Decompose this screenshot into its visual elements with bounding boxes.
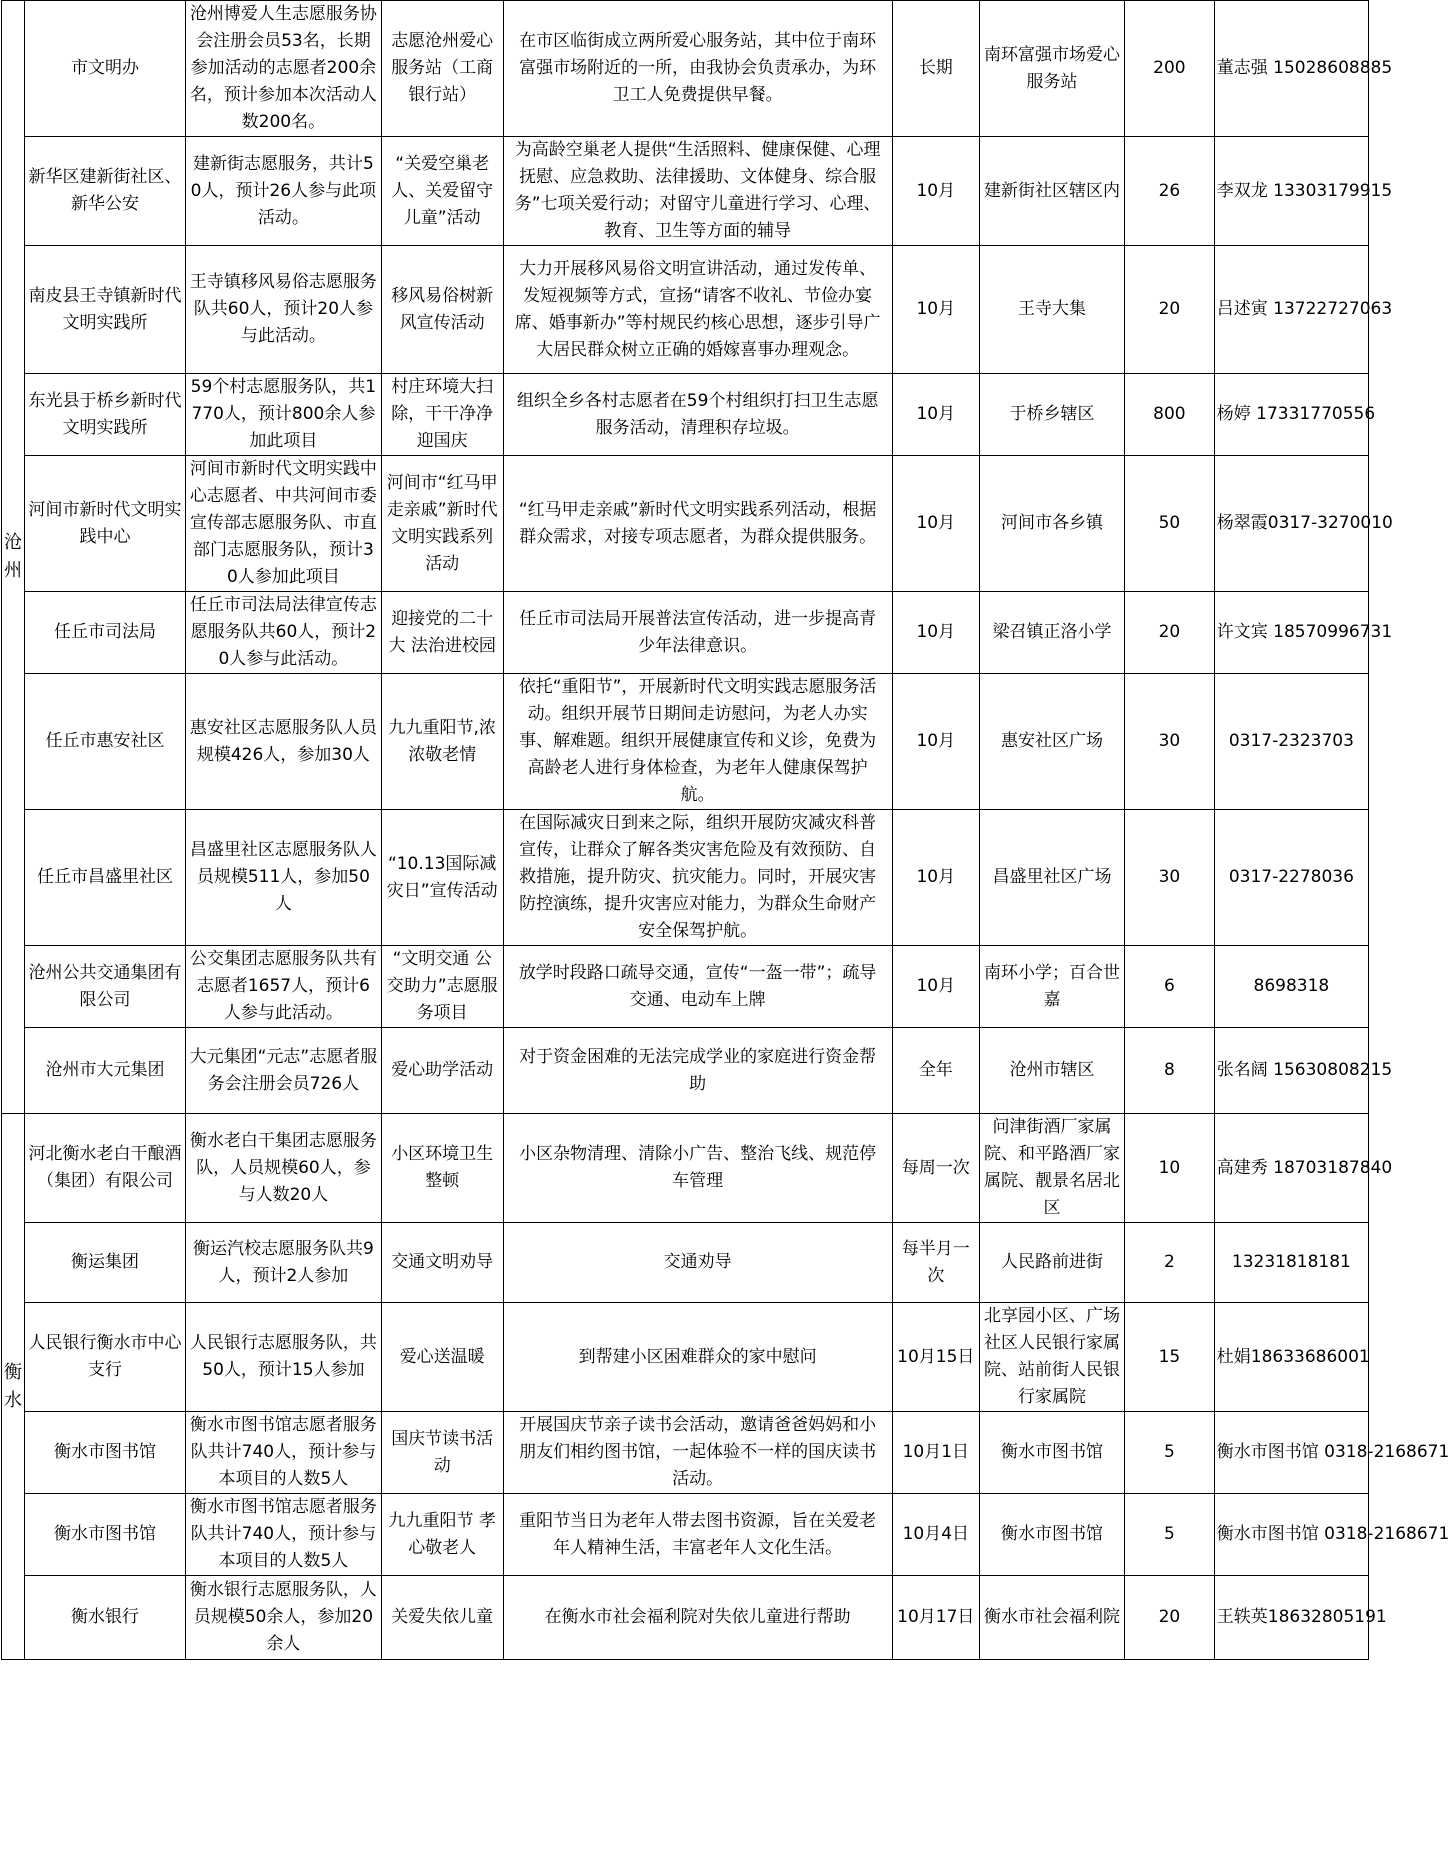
cell-project: 河间市“红马甲走亲戚”新时代文明实践系列活动	[381, 456, 503, 592]
cell-count: 6	[1125, 946, 1215, 1028]
cell-place: 河间市各乡镇	[980, 456, 1125, 592]
cell-place: 衡水市图书馆	[980, 1412, 1125, 1494]
table-body	[2, 1, 1449, 1660]
table-row	[2, 1412, 1369, 1494]
cell-contact: 董志强 15028608885	[1214, 1, 1368, 137]
cell-contact: 李双龙 13303179915	[1214, 137, 1368, 246]
cell-contact: 0317-2278036	[1214, 810, 1368, 946]
cell-team: 建新街志愿服务，共计50人，预计26人参与此项活动。	[186, 137, 382, 246]
cell-unit: 沧州市大元集团	[25, 1028, 186, 1114]
cell-place: 人民路前进街	[980, 1223, 1125, 1303]
cell-contact: 衡水市图书馆 0318-2168671	[1214, 1494, 1368, 1576]
cell-unit: 任丘市司法局	[25, 592, 186, 674]
cell-content: 为高龄空巢老人提供“生活照料、健康保健、心理抚慰、应急救助、法律援助、文体健身、综合服务”七项关爱行动；对留守儿童进行学习、心理、教育、卫生等方面的辅导	[503, 137, 892, 246]
cell-place: 建新街社区辖区内	[980, 137, 1125, 246]
table-row	[2, 137, 1369, 246]
cell-content: 放学时段路口疏导交通，宣传“一盔一带”；疏导交通、电动车上牌	[503, 946, 892, 1028]
cell-content: 依托“重阳节”，开展新时代文明实践志愿服务活动。组织开展节日期间走访慰问，为老人办实事、解难题。组织开展健康宣传和义诊，免费为高龄老人进行身体检查，为老年人健康保驾护航。	[503, 674, 892, 810]
table-row	[2, 810, 1369, 946]
cell-team: 河间市新时代文明实践中心志愿者、中共河间市委宣传部志愿服务队、市直部门志愿服务队，预计30人参加此项目	[186, 456, 382, 592]
cell-unit: 衡水银行	[25, 1576, 186, 1660]
cell-contact: 许文宾 18570996731	[1214, 592, 1368, 674]
cell-time: 10月15日	[892, 1303, 979, 1412]
cell-contact: 8698318	[1214, 946, 1368, 1028]
cell-contact: 衡水市图书馆 0318-2168671	[1214, 1412, 1368, 1494]
cell-unit: 衡运集团	[25, 1223, 186, 1303]
cell-time: 10月17日	[892, 1576, 979, 1660]
cell-team: 衡运汽校志愿服务队共9人，预计2人参加	[186, 1223, 382, 1303]
cell-contact: 13231818181	[1214, 1223, 1368, 1303]
cell-content: 在国际减灾日到来之际，组织开展防灾减灾科普宣传，让群众了解各类灾害危险及有效预防、自救措施，提升防灾、抗灾能力。同时，开展灾害防控演练，提升灾害应对能力，为群众生命财产安全保驾护航。	[503, 810, 892, 946]
cell-time: 10月4日	[892, 1494, 979, 1576]
cell-team: 衡水市图书馆志愿者服务队共计740人，预计参与本项目的人数5人	[186, 1494, 382, 1576]
cell-unit: 市文明办	[25, 1, 186, 137]
cell-place: 于桥乡辖区	[980, 374, 1125, 456]
cell-count: 20	[1125, 592, 1215, 674]
cell-project: 村庄环境大扫除，干干净净迎国庆	[381, 374, 503, 456]
table-row	[2, 1114, 1369, 1223]
cell-project: “关爱空巢老人、关爱留守儿童”活动	[381, 137, 503, 246]
cell-count: 10	[1125, 1114, 1215, 1223]
cell-contact: 高建秀 18703187840	[1214, 1114, 1368, 1223]
region-cell: 衡 水	[2, 1114, 25, 1660]
cell-count: 2	[1125, 1223, 1215, 1303]
cell-time: 10月	[892, 456, 979, 592]
cell-team: 人民银行志愿服务队，共50人，预计15人参加	[186, 1303, 382, 1412]
cell-place: 沧州市辖区	[980, 1028, 1125, 1114]
cell-project: 移风易俗树新风宣传活动	[381, 246, 503, 374]
cell-contact: 杜娟18633686001	[1214, 1303, 1368, 1412]
cell-place: 衡水市社会福利院	[980, 1576, 1125, 1660]
cell-contact: 0317-2323703	[1214, 674, 1368, 810]
cell-unit: 沧州公共交通集团有限公司	[25, 946, 186, 1028]
region-cell: 沧 州	[2, 1, 25, 1114]
cell-place: 昌盛里社区广场	[980, 810, 1125, 946]
cell-count: 30	[1125, 810, 1215, 946]
cell-team: 衡水市图书馆志愿者服务队共计740人，预计参与本项目的人数5人	[186, 1412, 382, 1494]
cell-count: 20	[1125, 246, 1215, 374]
cell-project: “文明交通 公交助力”志愿服务项目	[381, 946, 503, 1028]
cell-project: 爱心助学活动	[381, 1028, 503, 1114]
cell-content: “红马甲走亲戚”新时代文明实践系列活动，根据群众需求，对接专项志愿者，为群众提供服务。	[503, 456, 892, 592]
table-row	[2, 1494, 1369, 1576]
cell-count: 800	[1125, 374, 1215, 456]
cell-time: 10月	[892, 592, 979, 674]
cell-place: 南环富强市场爱心服务站	[980, 1, 1125, 137]
cell-project: “10.13国际减灾日”宣传活动	[381, 810, 503, 946]
cell-place: 北享园小区、广场社区人民银行家属院、站前街人民银行家属院	[980, 1303, 1125, 1412]
cell-team: 惠安社区志愿服务队人员规模426人，参加30人	[186, 674, 382, 810]
cell-content: 重阳节当日为老年人带去图书资源，旨在关爱老年人精神生活，丰富老年人文化生活。	[503, 1494, 892, 1576]
cell-unit: 任丘市惠安社区	[25, 674, 186, 810]
cell-content: 小区杂物清理、清除小广告、整治飞线、规范停车管理	[503, 1114, 892, 1223]
cell-team: 王寺镇移风易俗志愿服务队共60人，预计20人参与此活动。	[186, 246, 382, 374]
cell-contact: 杨婷 17331770556	[1214, 374, 1368, 456]
cell-project: 国庆节读书活动	[381, 1412, 503, 1494]
cell-count: 50	[1125, 456, 1215, 592]
cell-content: 到帮建小区困难群众的家中慰问	[503, 1303, 892, 1412]
volunteer-activity-table	[1, 0, 1449, 1660]
table-row	[2, 374, 1369, 456]
cell-contact: 王轶英18632805191	[1214, 1576, 1368, 1660]
cell-team: 衡水银行志愿服务队，人员规模50余人，参加20余人	[186, 1576, 382, 1660]
cell-project: 小区环境卫生整顿	[381, 1114, 503, 1223]
cell-count: 8	[1125, 1028, 1215, 1114]
cell-place: 南环小学；百合世嘉	[980, 946, 1125, 1028]
cell-content: 交通劝导	[503, 1223, 892, 1303]
cell-project: 九九重阳节 孝心敬老人	[381, 1494, 503, 1576]
cell-contact: 杨翠霞0317-3270010	[1214, 456, 1368, 592]
cell-time: 10月	[892, 946, 979, 1028]
cell-time: 全年	[892, 1028, 979, 1114]
cell-contact: 张名阔 15630808215	[1214, 1028, 1368, 1114]
table-row	[2, 1028, 1369, 1114]
cell-project: 交通文明劝导	[381, 1223, 503, 1303]
cell-team: 沧州博爱人生志愿服务协会注册会员53名，长期参加活动的志愿者200余名，预计参加本次活动人数200名。	[186, 1, 382, 137]
cell-content: 开展国庆节亲子读书会活动，邀请爸爸妈妈和小朋友们相约图书馆，一起体验不一样的国庆读书活动。	[503, 1412, 892, 1494]
cell-unit: 任丘市昌盛里社区	[25, 810, 186, 946]
cell-time: 10月	[892, 374, 979, 456]
cell-team: 59个村志愿服务队，共1770人，预计800余人参加此项目	[186, 374, 382, 456]
cell-unit: 衡水市图书馆	[25, 1494, 186, 1576]
cell-count: 5	[1125, 1494, 1215, 1576]
cell-content: 任丘市司法局开展普法宣传活动，进一步提高青少年法律意识。	[503, 592, 892, 674]
cell-time: 每半月一次	[892, 1223, 979, 1303]
cell-count: 30	[1125, 674, 1215, 810]
cell-count: 200	[1125, 1, 1215, 137]
cell-time: 10月	[892, 137, 979, 246]
cell-project: 关爱失依儿童	[381, 1576, 503, 1660]
cell-place: 梁召镇正洛小学	[980, 592, 1125, 674]
cell-unit: 东光县于桥乡新时代文明实践所	[25, 374, 186, 456]
cell-content: 在市区临街成立两所爱心服务站，其中位于南环富强市场附近的一所，由我协会负责承办，为环卫工人免费提供早餐。	[503, 1, 892, 137]
cell-time: 10月1日	[892, 1412, 979, 1494]
cell-unit: 衡水市图书馆	[25, 1412, 186, 1494]
cell-project: 九九重阳节,浓浓敬老情	[381, 674, 503, 810]
cell-content: 对于资金困难的无法完成学业的家庭进行资金帮助	[503, 1028, 892, 1114]
cell-time: 长期	[892, 1, 979, 137]
table-row	[2, 1303, 1369, 1412]
cell-place: 问津街酒厂家属院、和平路酒厂家属院、靓景名居北区	[980, 1114, 1125, 1223]
cell-unit: 人民银行衡水市中心支行	[25, 1303, 186, 1412]
cell-team: 公交集团志愿服务队共有志愿者1657人，预计6人参与此活动。	[186, 946, 382, 1028]
cell-place: 惠安社区广场	[980, 674, 1125, 810]
cell-time: 10月	[892, 810, 979, 946]
cell-count: 5	[1125, 1412, 1215, 1494]
cell-unit: 河间市新时代文明实践中心	[25, 456, 186, 592]
cell-count: 15	[1125, 1303, 1215, 1412]
cell-team: 任丘市司法局法律宣传志愿服务队共60人，预计20人参与此活动。	[186, 592, 382, 674]
table-row	[2, 1576, 1369, 1660]
cell-team: 大元集团“元志”志愿者服务会注册会员726人	[186, 1028, 382, 1114]
table-row	[2, 1223, 1369, 1303]
table-row	[2, 456, 1369, 592]
cell-time: 10月	[892, 674, 979, 810]
cell-project: 迎接党的二十大 法治进校园	[381, 592, 503, 674]
cell-unit: 南皮县王寺镇新时代文明实践所	[25, 246, 186, 374]
cell-content: 大力开展移风易俗文明宣讲活动，通过发传单、发短视频等方式，宣扬“请客不收礼、节俭办宴席、婚事新办”等村规民约核心思想，逐步引导广大居民群众树立正确的婚嫁喜事办理观念。	[503, 246, 892, 374]
table-row	[2, 946, 1369, 1028]
table-row	[2, 592, 1369, 674]
table-row	[2, 1, 1369, 137]
cell-project: 志愿沧州爱心服务站（工商银行站）	[381, 1, 503, 137]
cell-contact: 吕述寅 13722727063	[1214, 246, 1368, 374]
cell-content: 组织全乡各村志愿者在59个村组织打扫卫生志愿服务活动，清理积存垃圾。	[503, 374, 892, 456]
cell-unit: 河北衡水老白干酿酒（集团）有限公司	[25, 1114, 186, 1223]
cell-team: 衡水老白干集团志愿服务队，人员规模60人，参与人数20人	[186, 1114, 382, 1223]
cell-place: 王寺大集	[980, 246, 1125, 374]
cell-time: 每周一次	[892, 1114, 979, 1223]
table-row	[2, 246, 1369, 374]
cell-content: 在衡水市社会福利院对失依儿童进行帮助	[503, 1576, 892, 1660]
cell-place: 衡水市图书馆	[980, 1494, 1125, 1576]
cell-project: 爱心送温暖	[381, 1303, 503, 1412]
table-row	[2, 674, 1369, 810]
cell-unit: 新华区建新街社区、新华公安	[25, 137, 186, 246]
cell-count: 26	[1125, 137, 1215, 246]
cell-team: 昌盛里社区志愿服务队人员规模511人，参加50人	[186, 810, 382, 946]
cell-count: 20	[1125, 1576, 1215, 1660]
cell-time: 10月	[892, 246, 979, 374]
